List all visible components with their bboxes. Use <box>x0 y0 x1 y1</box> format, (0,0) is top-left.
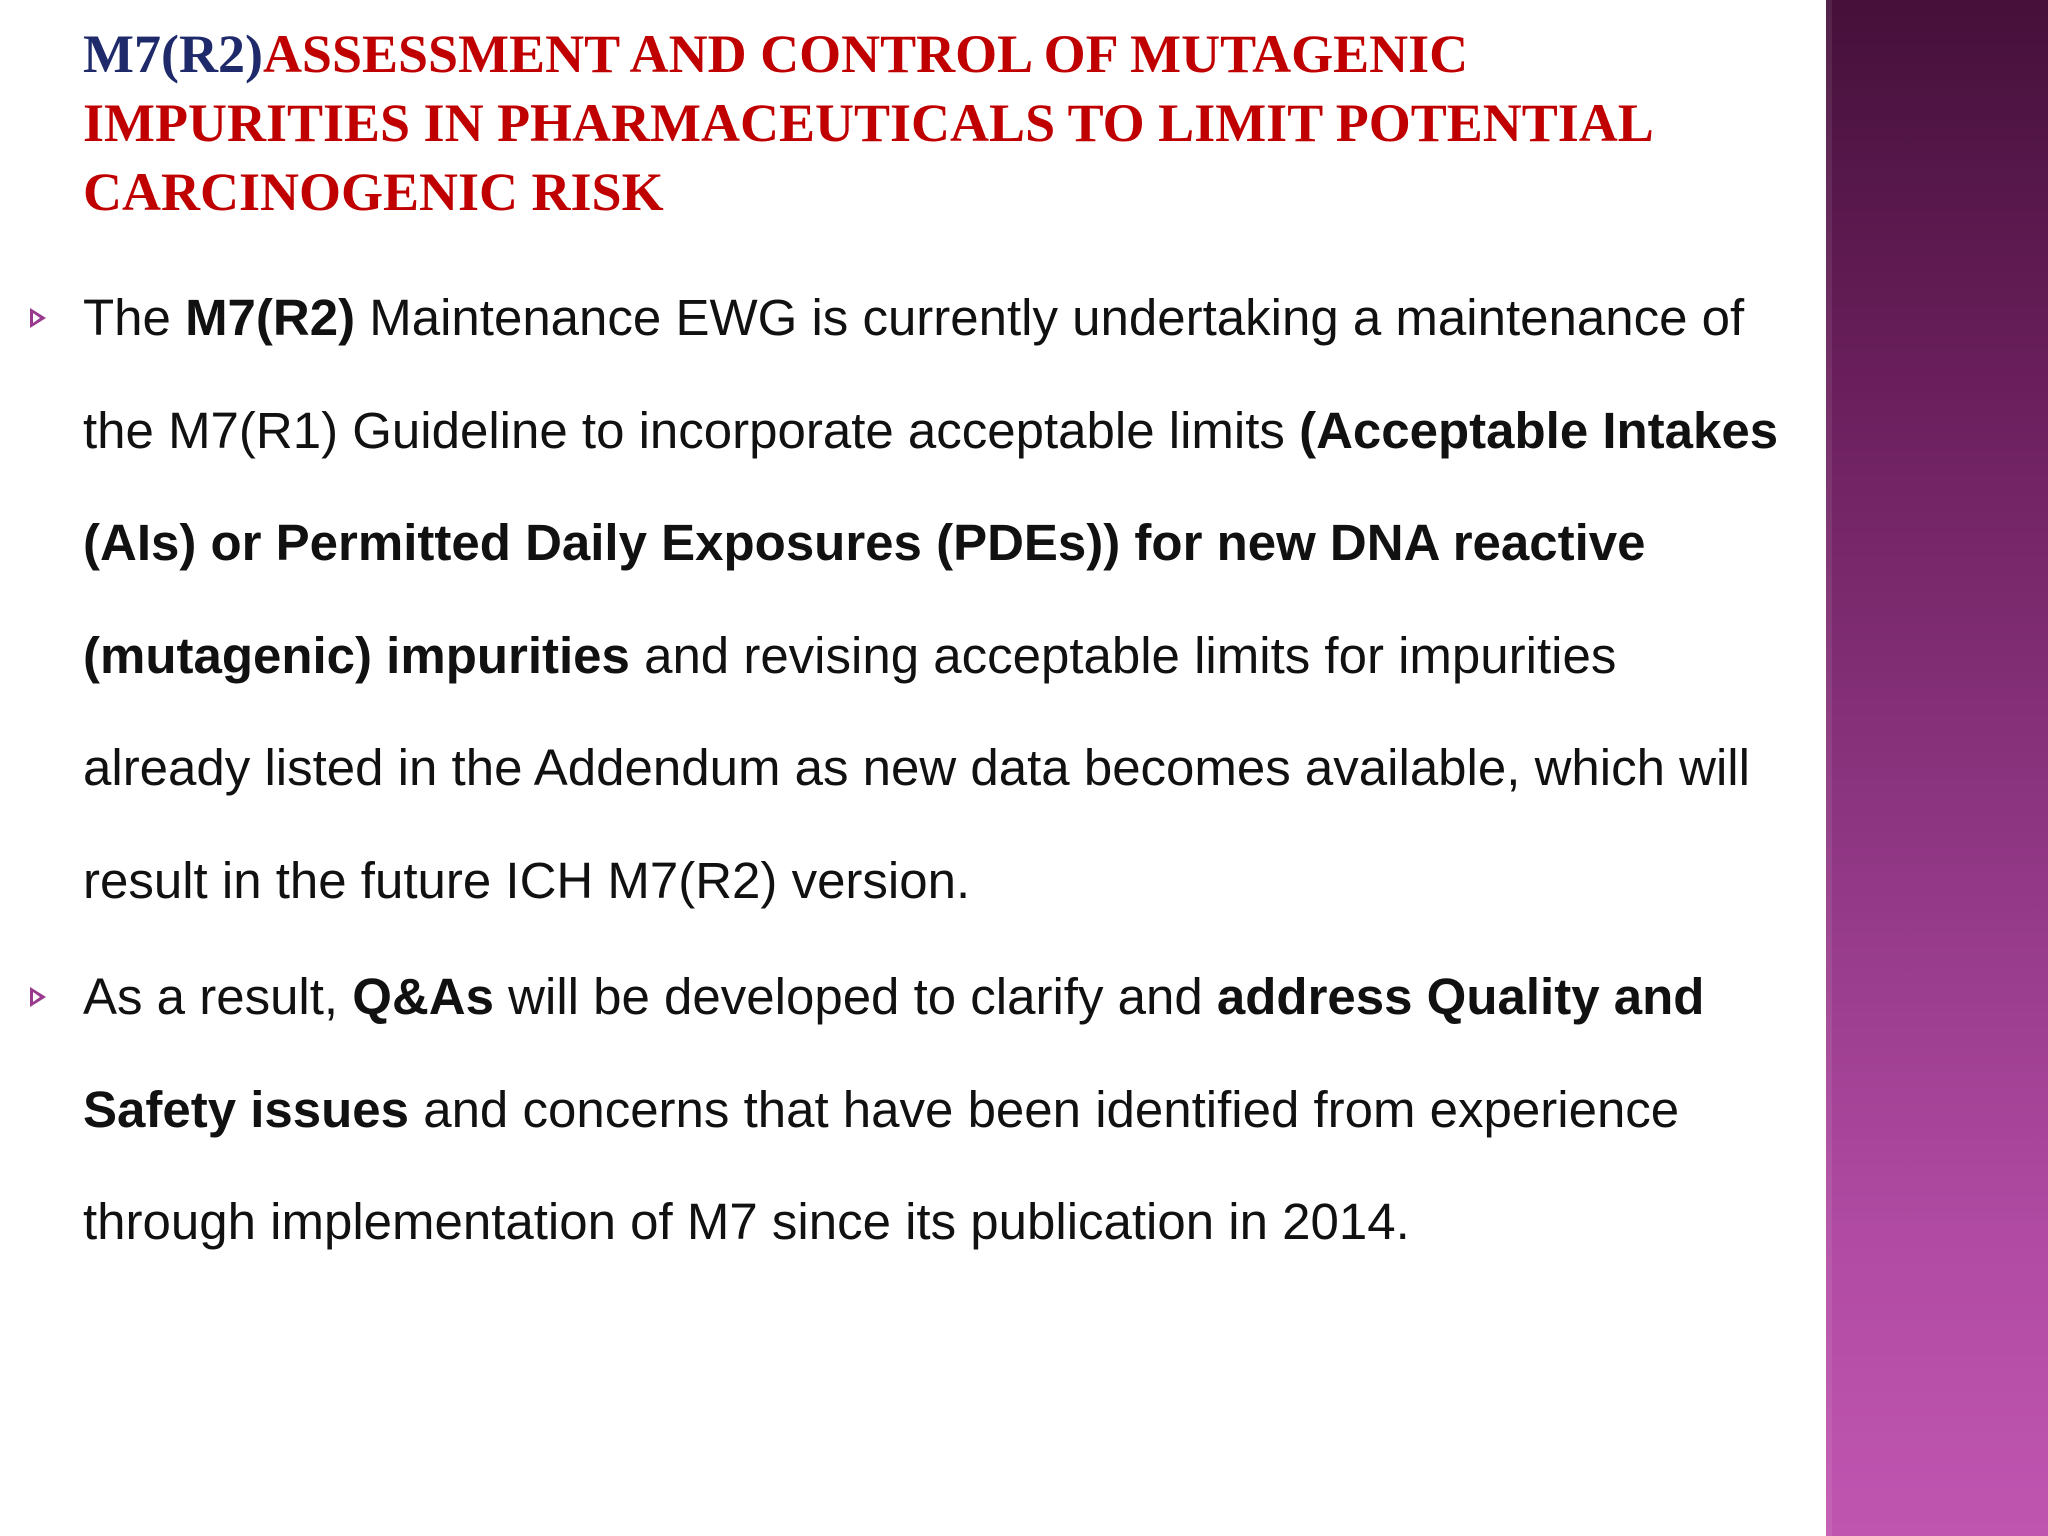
title-text: ASSESSMENT AND CONTROL OF MUTAGENIC IMPURITIES IN PHARMACEUTICALS TO LIMIT POTENTIAL CARCINOGENIC RISK <box>83 24 1651 222</box>
bullet-bold-text: M7(R2) <box>185 289 356 346</box>
bullet-text: and revising acceptable limits for impurities already listed in the Addendum as new data becomes available, which will result in the future ICH M7(R2) version. <box>83 626 1750 909</box>
arrow-bullet-icon <box>30 308 46 328</box>
bullet-list <box>22 262 1782 1283</box>
bullet-text: will be developed to clarify and <box>493 968 1217 1025</box>
bullet-text: Maintenance EWG is currently undertaking a maintenance of the M7(R1) Guideline to incorporate acceptable limits <box>83 289 1745 459</box>
bullet-item <box>22 262 1782 937</box>
bullet-text: and concerns that have been identified from experience through implementation of M7 since its publication in 2014. <box>83 1080 1680 1250</box>
bullet-text: As a result, <box>83 968 353 1025</box>
bullet-text: The <box>83 289 186 346</box>
bullet-bold-text: Q&As <box>352 968 494 1025</box>
arrow-bullet-icon <box>30 987 46 1007</box>
title-code: M7(R2) <box>83 24 263 84</box>
bullet-item <box>22 941 1782 1279</box>
bullet-bold-text: (Acceptable Intakes (AIs) or Permitted Daily Exposures (PDEs)) for new DNA reactive (mutagenic) impurities <box>83 401 1779 684</box>
slide-title <box>83 20 1783 227</box>
decorative-side-band <box>1826 0 2048 1536</box>
bullet-bold-text: address Quality and Safety issues <box>83 968 1705 1138</box>
